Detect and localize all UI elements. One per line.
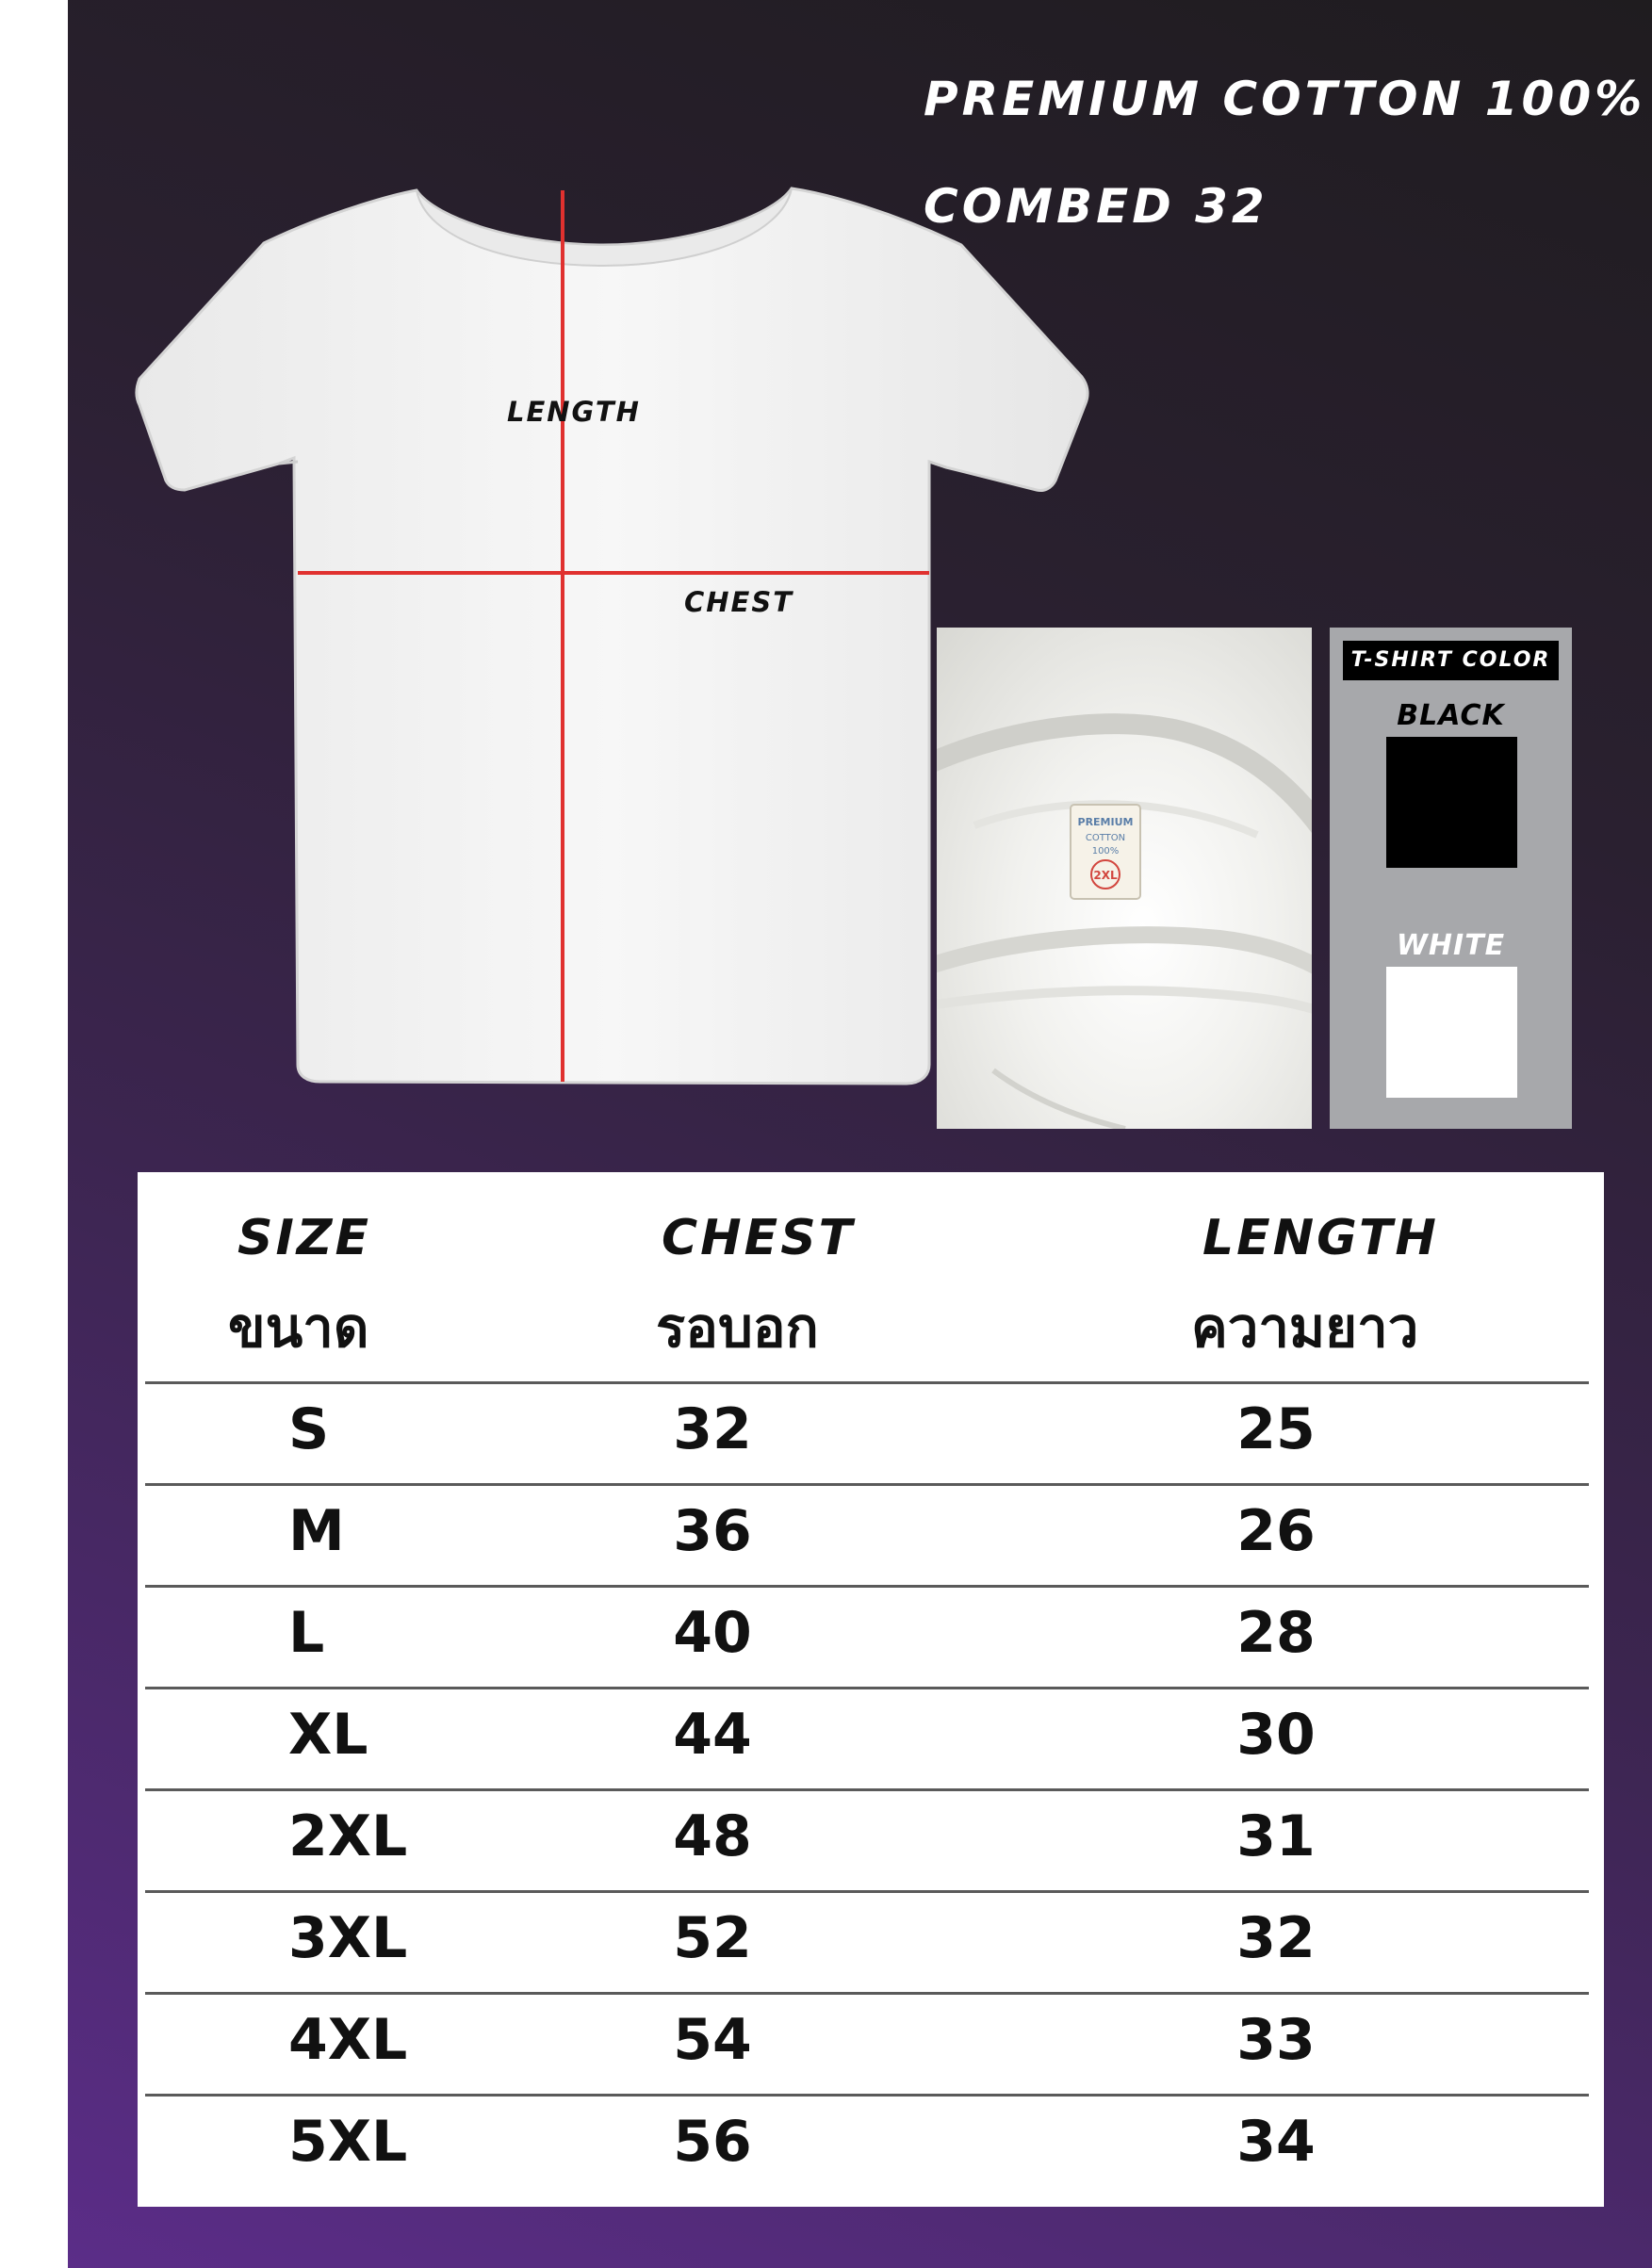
cell-size: 3XL [288,1905,408,1971]
row-divider [145,1890,1589,1893]
table-row [138,1483,1604,1585]
collar-photo [937,628,1312,1129]
cell-chest: 54 [673,2007,752,2073]
header-length-en: LENGTH [1202,1210,1439,1266]
row-divider [145,1483,1589,1486]
table-row [138,1992,1604,2094]
cell-length: 33 [1236,2007,1316,2073]
row-divider [145,1381,1589,1384]
cell-chest: 32 [673,1396,752,1462]
tag-line1: PREMIUM [1077,816,1134,828]
swatch-white [1386,967,1517,1098]
header-length-th: ความยาว [1191,1296,1419,1360]
table-row [138,1585,1604,1687]
header-chest-en: CHEST [662,1210,856,1266]
swatch-label-black: BLACK [1397,699,1505,732]
cell-chest: 48 [673,1803,752,1869]
row-divider [145,1788,1589,1791]
cell-size: M [288,1498,345,1564]
cell-size: 5XL [288,2109,408,2175]
swatch-label-white: WHITE [1396,929,1506,962]
tag-line2: COTTON [1085,833,1126,843]
cell-size: XL [288,1702,368,1768]
swatch-black [1386,737,1517,868]
table-row [138,2094,1604,2195]
color-panel-title: T-SHIRT COLOR [1343,641,1559,680]
cell-size: S [288,1396,330,1462]
fabric-title: PREMIUM COTTON 100% [924,72,1646,126]
cell-chest: 36 [673,1498,752,1564]
cell-size: 2XL [288,1803,408,1869]
cell-size: L [288,1600,325,1666]
cell-length: 34 [1236,2109,1316,2175]
cell-length: 25 [1236,1396,1316,1462]
header-chest-th: รอบอก [656,1296,819,1360]
cell-length: 26 [1236,1498,1316,1564]
table-row [138,1687,1604,1788]
table-row [138,1381,1604,1483]
table-row [138,1788,1604,1890]
tag-size: 2XL [1093,869,1118,882]
header-size-th: ขนาด [228,1296,369,1360]
collar-illustration [937,628,1312,1129]
length-label: LENGTH [507,396,641,428]
row-divider [145,1585,1589,1588]
cell-length: 31 [1236,1803,1316,1869]
cell-chest: 40 [673,1600,752,1666]
tag-line3: 100% [1091,846,1120,857]
size-chart-poster [68,0,1652,2268]
cell-chest: 44 [673,1702,752,1768]
row-divider [145,1687,1589,1689]
row-divider [145,2094,1589,2097]
cell-chest: 52 [673,1905,752,1971]
cell-length: 28 [1236,1600,1316,1666]
cell-chest: 56 [673,2109,752,2175]
table-row [138,1890,1604,1992]
chest-label: CHEST [684,586,794,618]
fabric-subtitle: COMBED 32 [924,179,1268,234]
row-divider [145,1992,1589,1995]
size-table [138,1172,1604,2207]
header-size-en: SIZE [237,1210,372,1266]
cell-length: 30 [1236,1702,1316,1768]
color-panel [1330,628,1572,1129]
cell-size: 4XL [288,2007,408,2073]
cell-length: 32 [1236,1905,1316,1971]
